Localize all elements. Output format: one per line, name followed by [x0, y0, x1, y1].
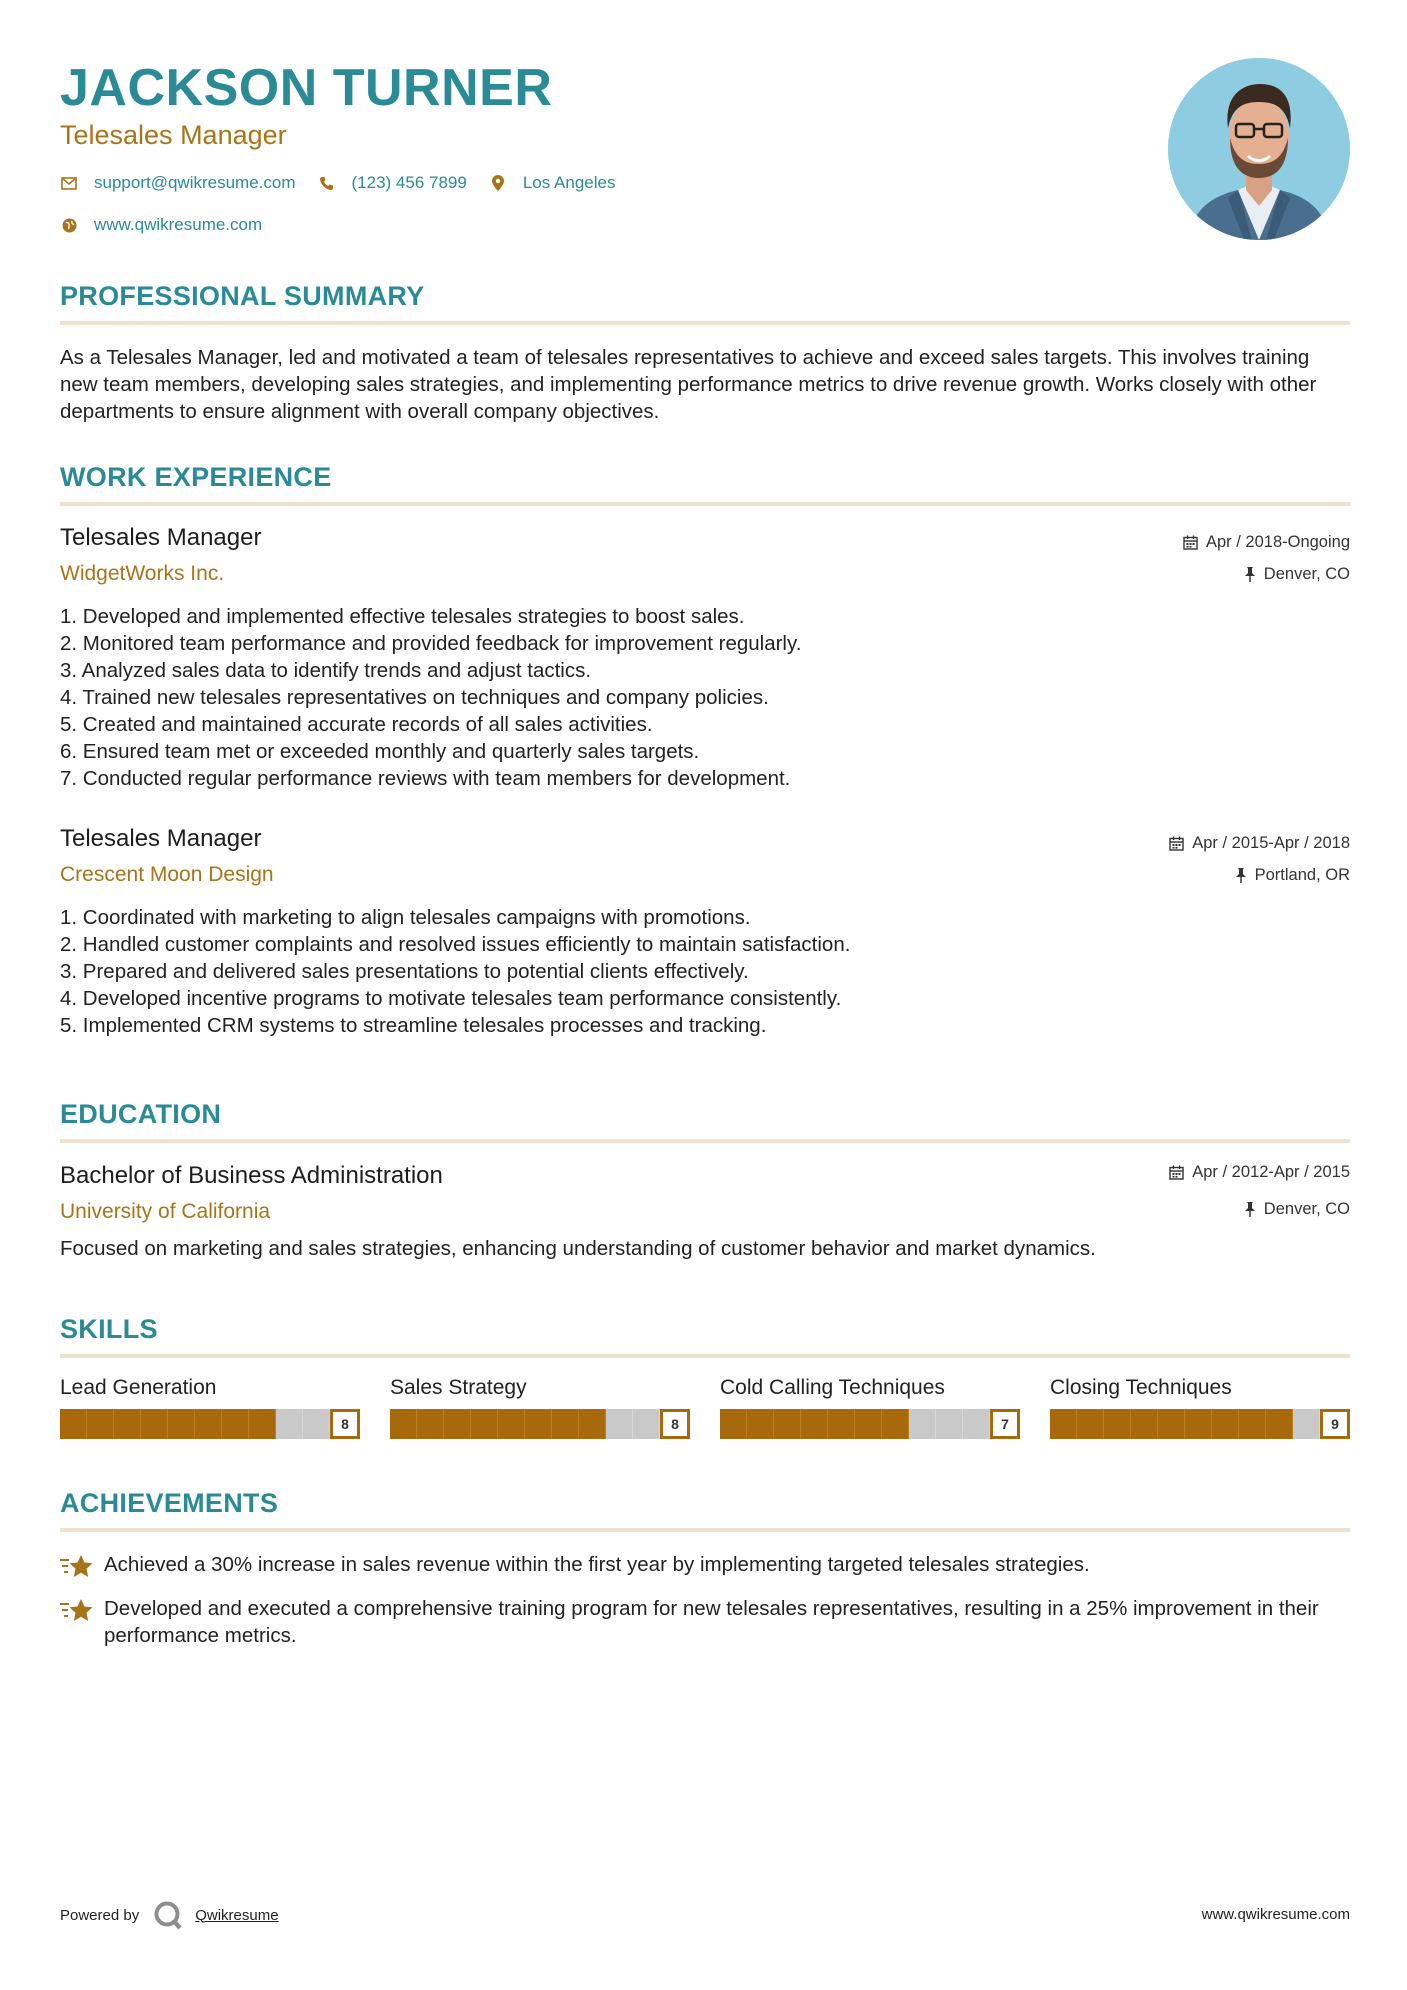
skill-bar-segment [1077, 1409, 1104, 1439]
skill-bar-segment [471, 1409, 498, 1439]
skill-bar-segment [909, 1409, 936, 1439]
powered-by-text: Powered by [60, 1906, 140, 1924]
achievement-item [60, 1595, 1350, 1649]
skill-bar-segment [87, 1409, 114, 1439]
pushpin-icon [1235, 868, 1247, 883]
footer-branding [60, 1900, 279, 1930]
skill-bar-segment [141, 1409, 168, 1439]
skill-bar-segment [1158, 1409, 1185, 1439]
job-location-text: Portland, OR [1254, 866, 1350, 884]
skill-bar-segment [1266, 1409, 1293, 1439]
achievements-divider [60, 1528, 1350, 1532]
skill-level-bar [390, 1409, 690, 1439]
skill-bar-segment [276, 1409, 303, 1439]
skill-item [390, 1376, 690, 1432]
job-location [1235, 866, 1350, 885]
achievement-text: Developed and executed a comprehensive training program for new telesales representatives, resulting in a 25% improvement in their performance metrics. [104, 1597, 1319, 1647]
job-location-text: Denver, CO [1263, 565, 1350, 583]
achievements-heading: ACHIEVEMENTS [60, 1488, 279, 1518]
skill-name: Sales Strategy [390, 1376, 527, 1399]
education-dates [1169, 1163, 1350, 1182]
skill-name: Cold Calling Techniques [720, 1376, 945, 1399]
skill-bar-segment [552, 1409, 579, 1439]
skill-bar-segment [747, 1409, 774, 1439]
skill-bar-segment [774, 1409, 801, 1439]
job-bullets [60, 603, 1160, 792]
job-title: Telesales Manager [60, 825, 262, 852]
list-item: 4. Trained new telesales representatives on techniques and company policies. [60, 686, 769, 709]
skill-bar-segment [963, 1409, 990, 1439]
education-description: Focused on marketing and sales strategies, enhancing understanding of customer behavior and market dynamics. [60, 1237, 1096, 1260]
profile-photo [1168, 58, 1350, 240]
qwikresume-link[interactable]: Qwikresume [195, 1906, 279, 1924]
calendar-icon [1183, 535, 1198, 550]
skill-level-value: 8 [330, 1409, 360, 1439]
footer-website[interactable]: www.qwikresume.com [1201, 1906, 1350, 1923]
candidate-role: Telesales Manager [60, 120, 287, 150]
list-item: 2. Handled customer complaints and resolved issues efficiently to maintain satisfaction. [60, 933, 851, 956]
pushpin-icon [1244, 1202, 1256, 1217]
list-item: 1. Coordinated with marketing to align telesales campaigns with promotions. [60, 906, 751, 929]
list-item: 2. Monitored team performance and provided feedback for improvement regularly. [60, 632, 802, 655]
list-item: 5. Implemented CRM systems to streamline telesales processes and tracking. [60, 1014, 767, 1037]
website-link[interactable]: www.qwikresume.com [94, 215, 263, 234]
summary-heading: PROFESSIONAL SUMMARY [60, 281, 425, 311]
star-icon [60, 1551, 104, 1587]
summary-text: As a Telesales Manager, led and motivated a team of telesales representatives to achieve and exceed sales targets. This involves training new team members, developing sales strategies, and implementing performance metrics to drive revenue growth. Works closely with other departments to ensure alignment with overall company objectives. [60, 346, 1317, 423]
achievement-text: Achieved a 30% increase in sales revenue within the first year by implementing targeted telesales strategies. [104, 1553, 1090, 1576]
skill-bar-segment [303, 1409, 330, 1439]
skill-level-value: 8 [660, 1409, 690, 1439]
experience-heading: WORK EXPERIENCE [60, 462, 332, 492]
education-dates-text: Apr / 2012-Apr / 2015 [1192, 1163, 1350, 1181]
phone-number[interactable]: (123) 456 7899 [351, 173, 467, 192]
skill-bar-segment [606, 1409, 633, 1439]
skill-bar-segment [579, 1409, 606, 1439]
experience-divider [60, 502, 1350, 506]
skill-name: Closing Techniques [1050, 1376, 1232, 1399]
location-text: Los Angeles [522, 173, 616, 192]
skill-bar-segment [1239, 1409, 1266, 1439]
skill-bar-segment [1104, 1409, 1131, 1439]
job-dates-text: Apr / 2015-Apr / 2018 [1192, 834, 1350, 852]
job-dates [1183, 533, 1350, 552]
skill-item [1050, 1376, 1350, 1432]
skill-bar-segment [498, 1409, 525, 1439]
pushpin-icon [1244, 567, 1256, 582]
phone-icon [318, 174, 336, 192]
skill-bar-segment [417, 1409, 444, 1439]
skill-level-value: 9 [1320, 1409, 1350, 1439]
skill-bar-segment [1293, 1409, 1320, 1439]
skill-item [60, 1376, 360, 1432]
skill-bar-segment [828, 1409, 855, 1439]
skill-bar-segment [525, 1409, 552, 1439]
skill-level-bar [60, 1409, 360, 1439]
contact-row-secondary [60, 215, 284, 235]
skill-bar-segment [390, 1409, 417, 1439]
list-item: 1. Developed and implemented effective telesales strategies to boost sales. [60, 605, 745, 628]
job-title: Telesales Manager [60, 524, 262, 551]
globe-icon [60, 216, 78, 234]
job-dates [1169, 834, 1350, 853]
education-location-text: Denver, CO [1263, 1200, 1350, 1218]
list-item: 3. Prepared and delivered sales presentations to potential clients effectively. [60, 960, 749, 983]
skill-bar-segment [936, 1409, 963, 1439]
skill-bar-segment [60, 1409, 87, 1439]
education-location [1244, 1200, 1350, 1219]
education-divider [60, 1139, 1350, 1143]
qwikresume-logo-icon [153, 1900, 183, 1930]
map-pin-icon [489, 174, 507, 192]
education-heading: EDUCATION [60, 1099, 222, 1129]
skill-bar-segment [114, 1409, 141, 1439]
envelope-icon [60, 174, 78, 192]
summary-divider [60, 321, 1350, 325]
achievement-item [60, 1551, 1350, 1587]
skill-bar-segment [444, 1409, 471, 1439]
job-dates-text: Apr / 2018-Ongoing [1205, 533, 1350, 551]
skill-bar-segment [222, 1409, 249, 1439]
skill-name: Lead Generation [60, 1376, 217, 1399]
list-item: 5. Created and maintained accurate records of all sales activities. [60, 713, 653, 736]
skills-divider [60, 1354, 1350, 1358]
skill-bar-segment [195, 1409, 222, 1439]
skill-bar-segment [882, 1409, 909, 1439]
list-item: 7. Conducted regular performance reviews with team members for development. [60, 767, 791, 790]
job-company: Crescent Moon Design [60, 863, 274, 886]
job-bullets [60, 904, 1160, 1039]
star-icon [60, 1595, 104, 1649]
skill-bar-segment [633, 1409, 660, 1439]
skill-bar-segment [855, 1409, 882, 1439]
skill-bar-segment [720, 1409, 747, 1439]
email-link[interactable]: support@qwikresume.com [94, 173, 296, 192]
skill-bar-segment [249, 1409, 276, 1439]
skill-level-bar [720, 1409, 1020, 1439]
job-location [1244, 565, 1350, 584]
skill-bar-segment [1185, 1409, 1212, 1439]
list-item: 3. Analyzed sales data to identify trends and adjust tactics. [60, 659, 592, 682]
skills-heading: SKILLS [60, 1314, 158, 1344]
calendar-icon [1169, 836, 1184, 851]
skill-bar-segment [1050, 1409, 1077, 1439]
degree-title: Bachelor of Business Administration [60, 1162, 443, 1189]
school-name: University of California [60, 1200, 271, 1223]
skill-level-bar [1050, 1409, 1350, 1439]
list-item: 6. Ensured team met or exceeded monthly and quarterly sales targets. [60, 740, 700, 763]
skill-level-value: 7 [990, 1409, 1020, 1439]
candidate-name: JACKSON TURNER [60, 59, 553, 117]
skill-bar-segment [1131, 1409, 1158, 1439]
list-item: 4. Developed incentive programs to motivate telesales team performance consistently. [60, 987, 842, 1010]
skill-bar-segment [1212, 1409, 1239, 1439]
calendar-icon [1169, 1165, 1184, 1180]
skill-bar-segment [168, 1409, 195, 1439]
skill-item [720, 1376, 1020, 1432]
job-company: WidgetWorks Inc. [60, 562, 225, 585]
skill-bar-segment [801, 1409, 828, 1439]
contact-row-primary [60, 173, 637, 193]
